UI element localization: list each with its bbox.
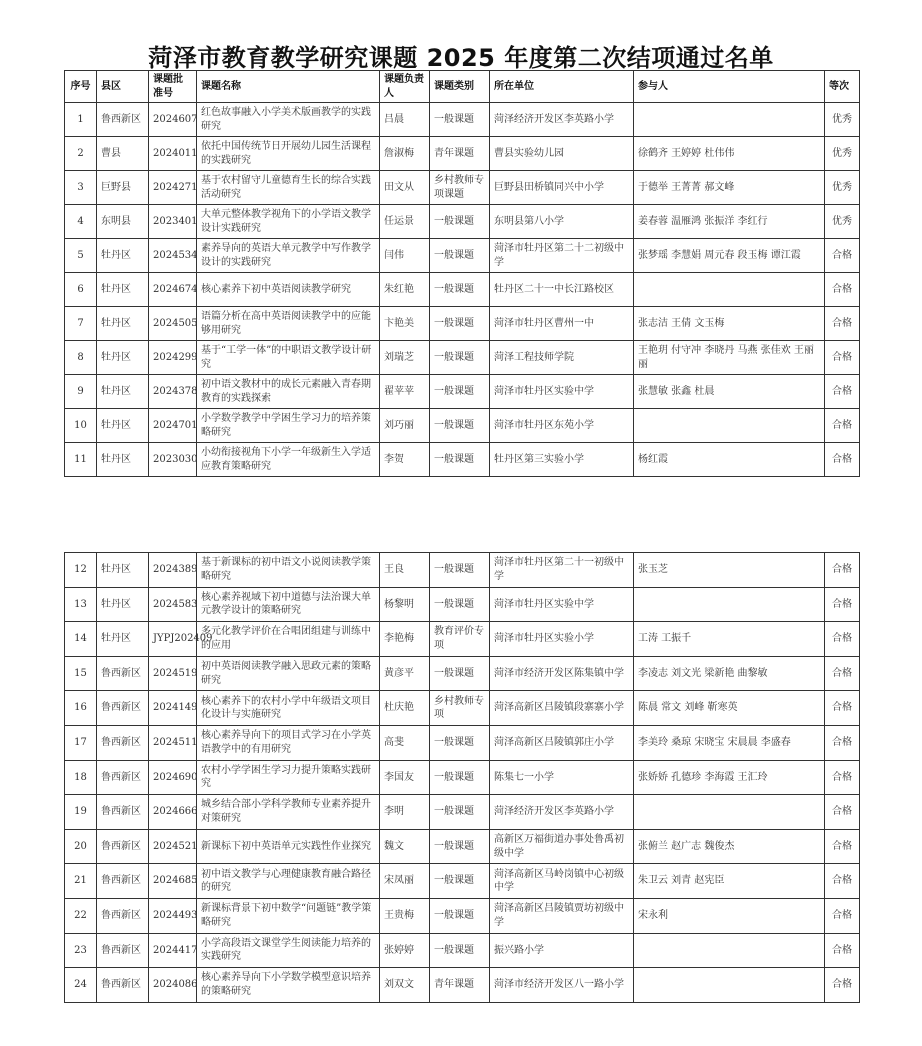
cell-grade: 合格 [825,622,860,657]
cell-unit: 曹县实验幼儿园 [490,137,634,171]
header-cell-county: 县区 [97,71,149,103]
cell-participants: 宋永利 [634,898,825,933]
cell-leader: 王良 [380,553,430,588]
cell-grade: 合格 [825,864,860,899]
header-cell-unit: 所在单位 [490,71,634,103]
cell-unit: 菏泽市牡丹区东苑小学 [490,409,634,443]
cell-approval-no: 2024271 [149,171,197,205]
cell-participants: 王艳玥 付守冲 李晓丹 马燕 张佳欢 王丽丽 [634,341,825,375]
cell-topic: 小学数学教学中学困生学习力的培养策略研究 [197,409,380,443]
cell-category: 一般课题 [430,553,490,588]
table-row [65,760,860,795]
cell-unit: 菏泽高新区吕陵镇贾坊初级中学 [490,898,634,933]
cell-index: 24 [65,968,97,1003]
cell-participants: 姜春蓉 温雁鸿 张振洋 李红行 [634,205,825,239]
cell-unit: 菏泽经济开发区李英路小学 [490,795,634,830]
cell-participants [634,273,825,307]
cell-topic: 多元化教学评价在合唱团组建与训练中的应用 [197,622,380,657]
cell-index: 9 [65,375,97,409]
cell-unit: 菏泽市牡丹区曹州一中 [490,307,634,341]
cell-topic: 核心素养下的农村小学中年级语文项目化设计与实施研究 [197,691,380,726]
table-row [65,795,860,830]
cell-county: 鲁西新区 [97,864,149,899]
table-row [65,171,860,205]
cell-unit: 菏泽高新区马岭岗镇中心初级中学 [490,864,634,899]
header-cell-approval-no: 课题批准号 [149,71,197,103]
cell-unit: 菏泽高新区吕陵镇郭庄小学 [490,725,634,760]
cell-participants: 张慧敏 张鑫 杜晨 [634,375,825,409]
cell-approval-no: 2024690 [149,760,197,795]
header-cell-topic: 课题名称 [197,71,380,103]
cell-participants: 张玉芝 [634,553,825,588]
cell-county: 巨野县 [97,171,149,205]
table-row [65,553,860,588]
cell-approval-no: JYPJ202409 [149,622,197,657]
cell-grade: 合格 [825,725,860,760]
header-cell-grade: 等次 [825,71,860,103]
cell-unit: 高新区万福街道办事处鲁禹初级中学 [490,829,634,864]
cell-approval-no: 2024493 [149,898,197,933]
cell-index: 2 [65,137,97,171]
table-row [65,137,860,171]
cell-approval-no: 2024701 [149,409,197,443]
cell-leader: 刘双文 [380,968,430,1003]
cell-leader: 刘巧丽 [380,409,430,443]
cell-topic: 核心素养导向下的项目式学习在小学英语教学中的有用研究 [197,725,380,760]
cell-category: 一般课题 [430,409,490,443]
cell-unit: 菏泽市牡丹区实验中学 [490,375,634,409]
header-cell-category: 课题类别 [430,71,490,103]
cell-leader: 杜庆艳 [380,691,430,726]
cell-leader: 宋凤丽 [380,864,430,899]
cell-leader: 刘瑞芝 [380,341,430,375]
cell-leader: 田文从 [380,171,430,205]
cell-topic: 初中语文教材中的成长元素融入青春期教育的实践探索 [197,375,380,409]
cell-category: 一般课题 [430,375,490,409]
cell-leader: 李国友 [380,760,430,795]
cell-unit: 牡丹区第三实验小学 [490,443,634,477]
cell-grade: 优秀 [825,205,860,239]
cell-leader: 李贺 [380,443,430,477]
cell-approval-no: 2024011 [149,137,197,171]
cell-county: 鲁西新区 [97,829,149,864]
table-row [65,968,860,1003]
cell-unit: 菏泽市牡丹区第二十二初级中学 [490,239,634,273]
cell-approval-no: 2024519 [149,656,197,691]
cell-approval-no: 2024378 [149,375,197,409]
table-row [65,239,860,273]
cell-topic: 基于“工学一体”的中职语文教学设计研究 [197,341,380,375]
cell-participants: 工涛 工振千 [634,622,825,657]
cell-county: 牡丹区 [97,587,149,622]
cell-topic: 语篇分析在高中英语阅读教学中的应能够用研究 [197,307,380,341]
cell-county: 牡丹区 [97,622,149,657]
cell-approval-no: 2024505 [149,307,197,341]
cell-unit: 菏泽市经济开发区八一路小学 [490,968,634,1003]
table-row [65,691,860,726]
cell-grade: 合格 [825,656,860,691]
cell-county: 牡丹区 [97,375,149,409]
cell-topic: 城乡结合部小学科学教师专业素养提升对策研究 [197,795,380,830]
cell-category: 乡村教师专项课题 [430,171,490,205]
cell-county: 牡丹区 [97,341,149,375]
cell-topic: 基于农村留守儿童德育生长的综合实践活动研究 [197,171,380,205]
cell-approval-no: 2024674 [149,273,197,307]
cell-county: 鲁西新区 [97,103,149,137]
cell-topic: 新课标背景下初中数学“问题链”教学策略研究 [197,898,380,933]
cell-grade: 合格 [825,898,860,933]
cell-approval-no: 2024086 [149,968,197,1003]
cell-category: 一般课题 [430,587,490,622]
table-row [65,933,860,968]
cell-category: 一般课题 [430,795,490,830]
cell-grade: 合格 [825,307,860,341]
cell-category: 一般课题 [430,341,490,375]
cell-approval-no: 2024511 [149,725,197,760]
cell-approval-no: 2023401 [149,205,197,239]
cell-topic: 初中语文教学与心理健康教育融合路径的研究 [197,864,380,899]
header-cell-participants: 参与人 [634,71,825,103]
cell-unit: 东明县第八小学 [490,205,634,239]
cell-participants: 徐鹤齐 王婷婷 杜伟伟 [634,137,825,171]
cell-unit: 菏泽市牡丹区第二十一初级中学 [490,553,634,588]
cell-grade: 合格 [825,273,860,307]
cell-county: 鲁西新区 [97,725,149,760]
table-row [65,656,860,691]
cell-category: 一般课题 [430,103,490,137]
cell-participants [634,103,825,137]
table-row [65,103,860,137]
cell-grade: 优秀 [825,137,860,171]
cell-category: 一般课题 [430,273,490,307]
cell-category: 一般课题 [430,239,490,273]
table-row [65,443,860,477]
cell-participants: 于德举 王菁菁 郝文峰 [634,171,825,205]
cell-county: 鲁西新区 [97,795,149,830]
cell-index: 4 [65,205,97,239]
table-row [65,307,860,341]
cell-index: 6 [65,273,97,307]
table-row [65,898,860,933]
cell-grade: 合格 [825,341,860,375]
cell-topic: 基于新课标的初中语文小说阅读教学策略研究 [197,553,380,588]
cell-participants: 陈晨 常文 刘峰 靳寒英 [634,691,825,726]
cell-leader: 詹淑梅 [380,137,430,171]
cell-leader: 魏文 [380,829,430,864]
cell-participants: 朱卫云 刘青 赵宪臣 [634,864,825,899]
cell-index: 12 [65,553,97,588]
cell-leader: 李艳梅 [380,622,430,657]
cell-grade: 优秀 [825,171,860,205]
cell-county: 牡丹区 [97,443,149,477]
cell-county: 牡丹区 [97,307,149,341]
cell-grade: 合格 [825,691,860,726]
cell-leader: 高斐 [380,725,430,760]
cell-unit: 牡丹区二十一中长江路校区 [490,273,634,307]
cell-grade: 合格 [825,829,860,864]
cell-unit: 菏泽市牡丹区实验中学 [490,587,634,622]
cell-participants: 张梦瑶 李慧娟 周元春 段玉梅 谭江霞 [634,239,825,273]
cell-category: 一般课题 [430,829,490,864]
cell-grade: 合格 [825,443,860,477]
table-row [65,587,860,622]
cell-approval-no: 2024607 [149,103,197,137]
cell-county: 牡丹区 [97,273,149,307]
cell-unit: 巨野县田桥镇同兴中小学 [490,171,634,205]
cell-grade: 合格 [825,968,860,1003]
cell-county: 鲁西新区 [97,933,149,968]
cell-unit: 菏泽经济开发区李英路小学 [490,103,634,137]
header-cell-leader: 课题负责人 [380,71,430,103]
cell-county: 东明县 [97,205,149,239]
cell-topic: 小幼衔接视角下小学一年级新生入学适应教育策略研究 [197,443,380,477]
cell-index: 18 [65,760,97,795]
header-cell-index: 序号 [65,71,97,103]
cell-topic: 核心素养导向下小学数学模型意识培养的策略研究 [197,968,380,1003]
cell-county: 牡丹区 [97,409,149,443]
results-table-page-2 [64,552,860,1003]
cell-county: 曹县 [97,137,149,171]
cell-participants [634,587,825,622]
cell-county: 鲁西新区 [97,656,149,691]
cell-unit: 振兴路小学 [490,933,634,968]
cell-approval-no: 2024583 [149,587,197,622]
cell-topic: 依托中国传统节日开展幼儿园生活课程的实践研究 [197,137,380,171]
cell-topic: 核心素养下初中英语阅读教学研究 [197,273,380,307]
cell-unit: 菏泽工程技师学院 [490,341,634,375]
cell-index: 14 [65,622,97,657]
table-row [65,622,860,657]
cell-grade: 合格 [825,760,860,795]
cell-approval-no: 2024149 [149,691,197,726]
cell-index: 8 [65,341,97,375]
cell-topic: 红色故事融入小学美术版画教学的实践研究 [197,103,380,137]
cell-index: 1 [65,103,97,137]
cell-leader: 朱红艳 [380,273,430,307]
cell-category: 一般课题 [430,205,490,239]
cell-county: 牡丹区 [97,553,149,588]
table-row [65,273,860,307]
cell-category: 一般课题 [430,725,490,760]
cell-topic: 素养导向的英语大单元教学中写作教学设计的实践研究 [197,239,380,273]
table-row [65,341,860,375]
cell-category: 乡村教师专项 [430,691,490,726]
cell-grade: 合格 [825,587,860,622]
cell-grade: 优秀 [825,103,860,137]
cell-approval-no: 2023030 [149,443,197,477]
cell-approval-no: 2024534 [149,239,197,273]
cell-county: 鲁西新区 [97,691,149,726]
cell-category: 一般课题 [430,307,490,341]
table-row [65,409,860,443]
cell-approval-no: 2024666 [149,795,197,830]
cell-index: 22 [65,898,97,933]
table-row [65,864,860,899]
cell-approval-no: 2024521 [149,829,197,864]
cell-leader: 李明 [380,795,430,830]
table-row [65,375,860,409]
cell-index: 5 [65,239,97,273]
cell-leader: 翟苹苹 [380,375,430,409]
cell-index: 7 [65,307,97,341]
cell-topic: 农村小学学困生学习力提升策略实践研究 [197,760,380,795]
cell-leader: 闫伟 [380,239,430,273]
cell-index: 10 [65,409,97,443]
cell-grade: 合格 [825,409,860,443]
cell-participants [634,409,825,443]
cell-index: 23 [65,933,97,968]
cell-unit: 菏泽市经济开发区陈集镇中学 [490,656,634,691]
cell-grade: 合格 [825,375,860,409]
cell-participants [634,933,825,968]
page-title: 菏泽市教育教学研究课题 2025 年度第二次结项通过名单 [148,44,774,72]
cell-approval-no: 2024389 [149,553,197,588]
table-row [65,725,860,760]
cell-index: 3 [65,171,97,205]
cell-county: 鲁西新区 [97,898,149,933]
cell-leader: 任运景 [380,205,430,239]
cell-category: 一般课题 [430,933,490,968]
cell-participants: 李美玲 桑琼 宋晓宝 宋晨晨 李盛春 [634,725,825,760]
cell-grade: 合格 [825,239,860,273]
cell-grade: 合格 [825,933,860,968]
cell-index: 21 [65,864,97,899]
cell-leader: 王贵梅 [380,898,430,933]
cell-index: 20 [65,829,97,864]
cell-index: 16 [65,691,97,726]
cell-participants [634,968,825,1003]
results-table-page-1 [64,70,860,477]
cell-category: 教育评价专项 [430,622,490,657]
cell-index: 13 [65,587,97,622]
cell-approval-no: 2024299 [149,341,197,375]
table-row [65,829,860,864]
cell-leader: 卞艳美 [380,307,430,341]
table-row [65,205,860,239]
cell-participants: 杨红霞 [634,443,825,477]
cell-topic: 核心素养视域下初中道德与法治课大单元教学设计的策略研究 [197,587,380,622]
cell-category: 一般课题 [430,898,490,933]
cell-category: 青年课题 [430,968,490,1003]
cell-topic: 小学高段语文课堂学生阅读能力培养的实践研究 [197,933,380,968]
cell-index: 15 [65,656,97,691]
cell-category: 一般课题 [430,443,490,477]
cell-topic: 新课标下初中英语单元实践性作业探究 [197,829,380,864]
cell-county: 鲁西新区 [97,968,149,1003]
cell-leader: 黄彦平 [380,656,430,691]
cell-approval-no: 2024417 [149,933,197,968]
cell-index: 17 [65,725,97,760]
table-header-row [65,71,860,103]
cell-index: 19 [65,795,97,830]
cell-index: 11 [65,443,97,477]
cell-leader: 张婷婷 [380,933,430,968]
cell-leader: 吕晨 [380,103,430,137]
cell-category: 一般课题 [430,656,490,691]
cell-topic: 大单元整体教学视角下的小学语文教学设计实践研究 [197,205,380,239]
cell-category: 一般课题 [430,760,490,795]
cell-unit: 陈集七一小学 [490,760,634,795]
cell-topic: 初中英语阅读教学融入思政元素的策略研究 [197,656,380,691]
cell-participants [634,795,825,830]
cell-participants: 李凌志 刘文光 梁新艳 曲黎敏 [634,656,825,691]
cell-grade: 合格 [825,553,860,588]
cell-participants: 张娇娇 孔德珍 李海霞 王汇玲 [634,760,825,795]
cell-approval-no: 2024685 [149,864,197,899]
cell-category: 一般课题 [430,864,490,899]
cell-county: 鲁西新区 [97,760,149,795]
cell-county: 牡丹区 [97,239,149,273]
cell-participants: 张志洁 王倩 文玉梅 [634,307,825,341]
cell-leader: 杨黎明 [380,587,430,622]
cell-unit: 菏泽高新区吕陵镇段寨寨小学 [490,691,634,726]
cell-grade: 合格 [825,795,860,830]
cell-participants: 张俯兰 赵广志 魏俊杰 [634,829,825,864]
cell-category: 青年课题 [430,137,490,171]
cell-unit: 菏泽市牡丹区实验小学 [490,622,634,657]
